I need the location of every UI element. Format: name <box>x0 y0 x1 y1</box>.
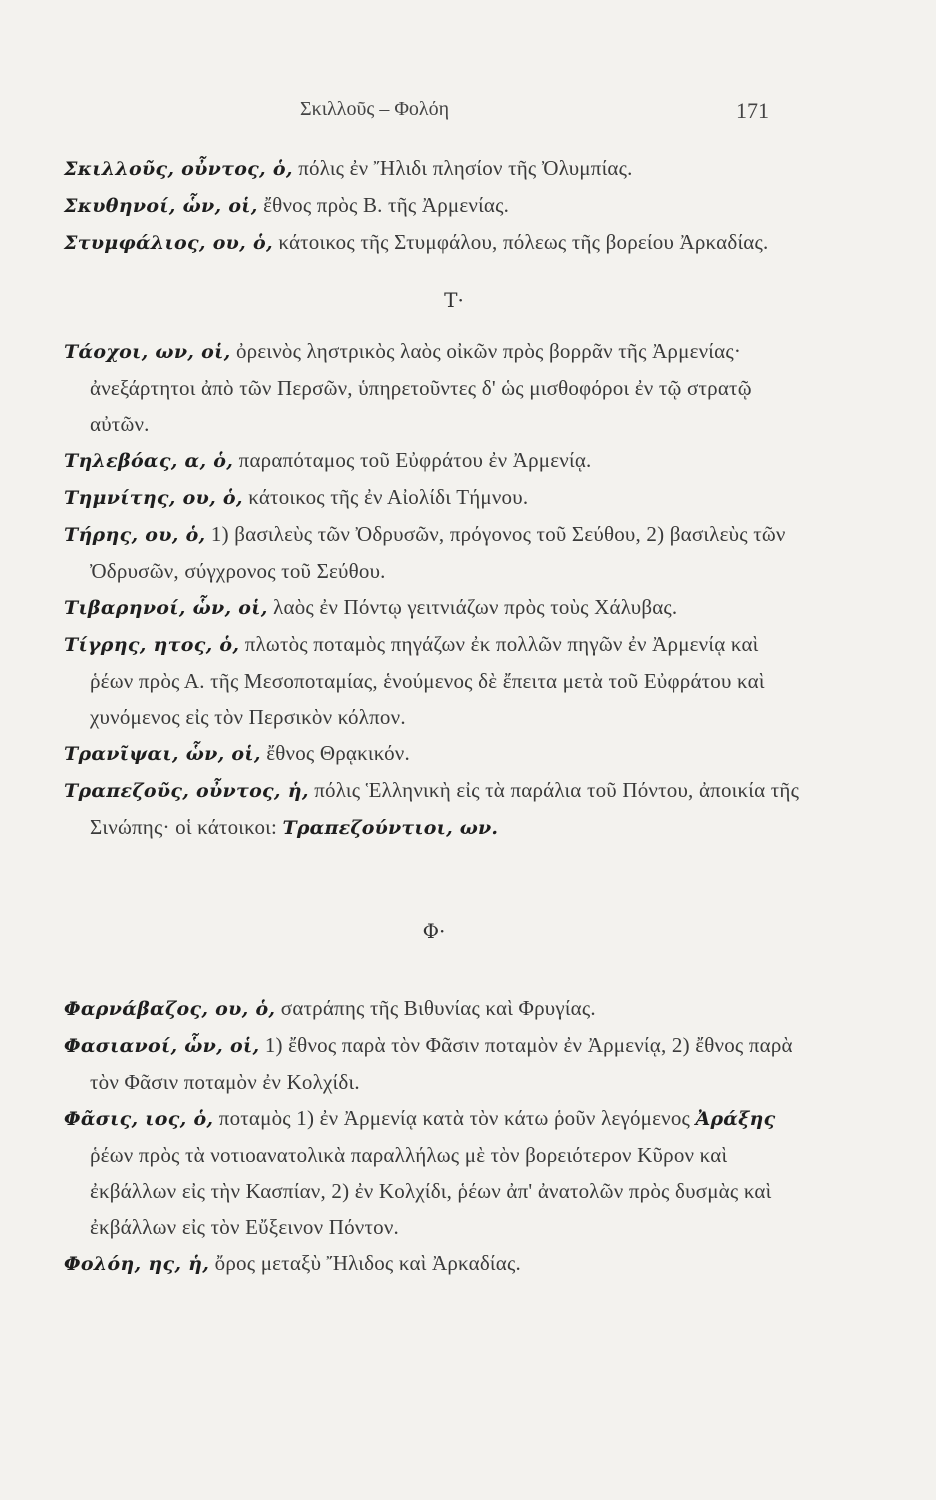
entry-tigres <box>64 626 804 735</box>
entry-headword: Στυμφάλιος, ου, ὁ, <box>64 232 273 254</box>
entry-headword: Τιβαρηνοί, ὧν, οἱ, <box>64 597 268 619</box>
section-heading-tau: Τ· <box>444 288 464 312</box>
entry-definition: σατράπης τῆς Βιθυνίας καὶ Φρυγίας. <box>275 996 596 1020</box>
entry-headword: Τηλεβόας, α, ὁ, <box>64 450 234 472</box>
entry-headword: Φολόη, ης, ἡ, <box>64 1253 210 1275</box>
entry-definition: πόλις ἐν Ἤλιδι πλησίον τῆς Ὀλυμπίας. <box>292 156 633 180</box>
entry-tibarenoi <box>64 589 804 626</box>
entry-headword: Σκιλλοῦς, οὖντος, ὁ, <box>64 158 293 180</box>
entry-definition-cont: ῥέων πρὸς τὰ νοτιοανατολικὰ παραλλήλως μὲ τὸν βορειότερον Κῦρον καὶ ἐκβάλλων εἰς τὴν Κασπίαν, 2) ἐν Κολχίδι, ῥέων ἀπ' ἀνατολῶν πρὸς δυσμὰς καὶ ἐκβάλλων εἰς τὸν Εὔξεινον Πόντον. <box>90 1143 772 1239</box>
entry-definition: ποταμὸς 1) ἐν Ἀρμενίᾳ κατὰ τὸν κάτω ῥοῦν λεγόμενος <box>213 1106 696 1130</box>
entry-tranipsai <box>64 735 804 772</box>
entry-stymphalios <box>64 224 804 261</box>
entry-headword: Τήρης, ου, ὁ, <box>64 524 206 546</box>
entry-definition: κάτοικος τῆς Στυμφάλου, πόλεως τῆς βορείου Ἀρκαδίας. <box>272 230 769 254</box>
entry-headword: Τρανῖψαι, ὧν, οἱ, <box>64 743 261 765</box>
entry-inhabitants-term: Τραπεζούντιοι, ων. <box>282 817 499 839</box>
entry-definition: παραπόταμος τοῦ Εὐφράτου ἐν Ἀρμενίᾳ. <box>233 448 592 472</box>
entry-phasianoi <box>64 1027 804 1100</box>
entry-headword: Τίγρης, ητος, ὁ, <box>64 634 240 656</box>
entry-definition: ἔθνος πρὸς Β. τῆς Ἀρμενίας. <box>257 193 510 217</box>
entry-headword: Φαρνάβαζος, ου, ὁ, <box>64 998 276 1020</box>
entry-definition: λαὸς ἐν Πόντῳ γειτνιάζων πρὸς τοὺς Χάλυβας. <box>267 595 678 619</box>
entry-headword: Φασιανοί, ὧν, οἱ, <box>64 1035 260 1057</box>
entry-definition: πλωτὸς ποταμὸς πηγάζων ἐκ πολλῶν πηγῶν ἐν Ἀρμενίᾳ καὶ ῥέων πρὸς Α. τῆς Μεσοποταμίας, ἑνούμενος δὲ ἔπειτα μετὰ τοῦ Εὐφράτου καὶ χυνόμενος εἰς τὸν Περσικὸν κόλπον. <box>90 632 765 729</box>
entry-definition: κάτοικος τῆς ἐν Αἰολίδι Τήμνου. <box>242 485 529 509</box>
entry-teres <box>64 516 804 589</box>
entry-headword: Τραπεζοῦς, οὖντος, ἡ, <box>64 780 309 802</box>
entry-pharnabazos <box>64 990 804 1027</box>
entry-pholoe <box>64 1245 804 1282</box>
entry-teleboas <box>64 442 804 479</box>
entry-headword: Σκυθηνοί, ὧν, οἱ, <box>64 195 258 217</box>
section-heading-phi: Φ· <box>422 919 446 943</box>
entry-skythenoi <box>64 187 804 224</box>
running-head: Σκιλλοῦς – Φολόη <box>300 98 450 120</box>
entry-trapezous <box>64 772 804 846</box>
entry-headword: Τημνίτης, ου, ὁ, <box>64 487 243 509</box>
entry-headword: Τάοχοι, ων, οἱ, <box>64 341 231 363</box>
entry-definition: ἔθνος Θρᾳκικόν. <box>260 741 410 765</box>
entry-definition: πόλις Ἑλληνικὴ εἰς τὰ παράλια τοῦ Πόντου, ἀποικία τῆς Σινώπης· οἱ κάτοικοι: <box>90 778 800 839</box>
entry-phasis <box>64 1100 804 1245</box>
entry-araxes-term: Ἀράξης <box>695 1108 776 1130</box>
page-number: 171 <box>736 98 769 123</box>
entry-taochoi <box>64 333 804 442</box>
entry-temnites <box>64 479 804 516</box>
entry-definition: ὀρεινὸς ληστρικὸς λαὸς οἰκῶν πρὸς βορρᾶν τῆς Ἀρμενίας· ἀνεξάρτητοι ἀπὸ τῶν Περσῶν, ὑπηρετοῦντες δ' ὡς μισθοφόροι ἐν τῷ στρατῷ αὐτῶν. <box>90 339 752 436</box>
entry-skillous <box>64 150 804 187</box>
dictionary-content <box>64 150 804 1282</box>
page-header <box>0 98 936 128</box>
entry-definition: 1) ἔθνος παρὰ τὸν Φᾶσιν ποταμὸν ἐν Ἀρμενίᾳ, 2) ἔθνος παρὰ τὸν Φᾶσιν ποταμὸν ἐν Κολχίδι. <box>90 1033 793 1094</box>
entry-definition: 1) βασιλεὺς τῶν Ὀδρυσῶν, πρόγονος τοῦ Σεύθου, 2) βασιλεὺς τῶν Ὀδρυσῶν, σύγχρονος τοῦ Σεύθου. <box>90 522 786 583</box>
entry-headword: Φᾶσις, ιος, ὁ, <box>64 1108 214 1130</box>
entry-definition: ὄρος μεταξὺ Ἤλιδος καὶ Ἀρκαδίας. <box>209 1251 521 1275</box>
